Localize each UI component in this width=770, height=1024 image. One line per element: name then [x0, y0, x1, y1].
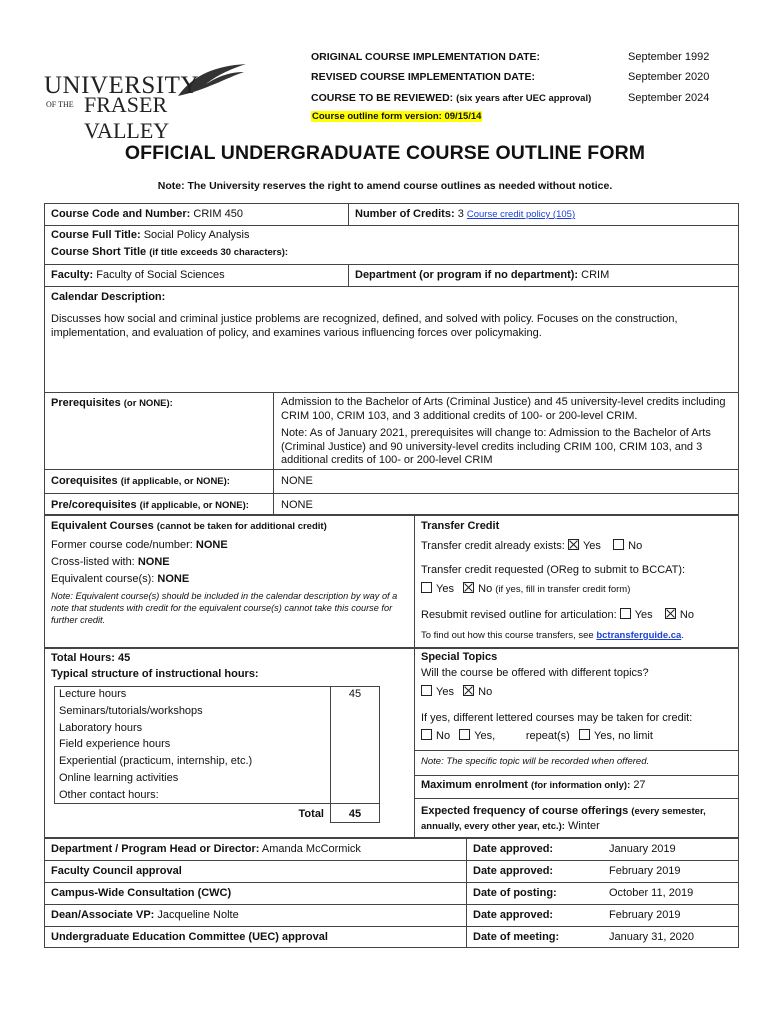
- transfer-exists-yes-checkbox[interactable]: [568, 539, 579, 550]
- special-topics-label: Special Topics: [421, 651, 498, 663]
- former-course-field: Former course code/number: NONE: [51, 539, 228, 551]
- hours-structure-label: Typical structure of instructional hours:: [51, 668, 259, 680]
- precorequisites-value: NONE: [281, 499, 313, 511]
- approval-label: Campus-Wide Consultation (CWC): [51, 887, 232, 899]
- special-topics-question: Will the course be offered with different topics?: [421, 667, 649, 679]
- logo-of-the-text: OF THE: [46, 100, 74, 109]
- approval-label: Undergraduate Education Committee (UEC) approval: [51, 931, 328, 943]
- full-title-field: Course Full Title: Social Policy Analysis: [51, 229, 250, 241]
- total-hours-field: Total Hours: 45: [51, 652, 131, 664]
- equivalent-note: Note: Equivalent course(s) should be included in the calendar description by way of a note that students with credit for the equivalent course(s) cannot take this course for further credit.: [51, 591, 398, 625]
- transfer-guide-note: To find out how this course transfers, see bctransferguide.ca.: [421, 630, 684, 641]
- department-field: Department (or program if no department): CRIM: [355, 269, 610, 281]
- approval-date-value: February 2019: [609, 865, 681, 877]
- hours-row-label: Other contact hours:: [59, 788, 159, 801]
- hours-row: [54, 703, 380, 720]
- hours-row-label: Experiential (practicum, internship, etc.): [59, 755, 253, 768]
- prerequisites-text: Admission to the Bachelor of Arts (Criminal Justice) and 45 university-level credits including CRIM 100, CRIM 103, and 3 additional credits of 100- or 200-level CRIM.: [281, 396, 726, 422]
- corequisites-value: NONE: [281, 475, 313, 487]
- original-date-value: September 1992: [628, 51, 710, 63]
- hours-row-value: 45: [348, 688, 362, 700]
- transfer-requested-label: Transfer credit requested (OReg to submit to BCCAT):: [421, 564, 686, 576]
- special-topics-row: Yes No: [421, 685, 492, 698]
- equivalent-course-field: Equivalent course(s): NONE: [51, 573, 190, 585]
- credits-field: Number of Credits: 3 Course credit policy (105): [355, 208, 576, 220]
- hours-row-label: Online learning activities: [59, 771, 179, 784]
- cross-listed-field: Cross-listed with: NONE: [51, 556, 170, 568]
- lettered-courses-label: If yes, different lettered courses may be taken for credit:: [421, 712, 693, 724]
- transfer-credit-label: Transfer Credit: [421, 520, 500, 532]
- transfer-exists-no-checkbox[interactable]: [613, 539, 624, 550]
- calendar-description: Discusses how social and criminal justice problems are recognized, defined, and solved with policy. Focuses on the construction, implementation, and evaluation of policy, and examines various influencing forces over policymaking.: [51, 313, 678, 339]
- revised-date-value: September 2020: [628, 71, 710, 83]
- special-topics-note: Note: The specific topic will be recorded when offered.: [421, 756, 650, 767]
- special-topics-no-checkbox[interactable]: [463, 685, 474, 696]
- credit-policy-link[interactable]: Course credit policy (105): [466, 209, 576, 220]
- approval-date-label: Date of posting:: [473, 887, 557, 899]
- hours-row-label: Field experience hours: [59, 738, 171, 751]
- revised-date-label: REVISED COURSE IMPLEMENTATION DATE:: [311, 71, 536, 83]
- university-logo: [44, 62, 246, 143]
- hours-total-value: 45: [348, 808, 362, 820]
- hours-row-label: Lecture hours: [59, 688, 127, 700]
- transfer-requested-yes-checkbox[interactable]: [421, 582, 432, 593]
- lettered-nolimit-checkbox[interactable]: [579, 729, 590, 740]
- approval-date-label: Date approved:: [473, 909, 554, 921]
- original-date-label: ORIGINAL COURSE IMPLEMENTATION DATE:: [311, 51, 541, 63]
- hours-row: [54, 753, 380, 770]
- transfer-requested-row: Yes No (if yes, fill in transfer credit form): [421, 582, 630, 595]
- approval-date-value: February 2019: [609, 909, 681, 921]
- hours-row-label: Laboratory hours: [59, 721, 143, 734]
- logo-fraser-valley-text: FRASER VALLEY: [84, 92, 170, 143]
- hours-total-label: Total: [298, 808, 324, 820]
- transfer-exists-row: Transfer credit already exists: Yes No: [421, 540, 643, 552]
- approval-date-value: January 2019: [609, 843, 676, 855]
- approval-date-value: October 11, 2019: [609, 887, 694, 899]
- approval-date-label: Date approved:: [473, 843, 554, 855]
- resubmit-no-checkbox[interactable]: [665, 608, 676, 619]
- logo-university-text: UNIVERSITY: [44, 72, 199, 99]
- hours-row: [54, 736, 380, 753]
- calendar-label: Calendar Description:: [51, 291, 166, 303]
- course-code-field: Course Code and Number: CRIM 450: [51, 208, 243, 220]
- hours-row: [54, 770, 380, 787]
- prerequisites-future-note: Note: As of January 2021, prerequisites will change to: Admission to the Bachelor of Arts (Criminal Justice) and 90 university-level credits including CRIM 100, CRIM 103, and 3 additional credits of 100- or 200-level CRIM: [281, 427, 711, 466]
- approval-date-label: Date of meeting:: [473, 931, 560, 943]
- hours-row: [54, 686, 380, 703]
- review-date-value: September 2024: [628, 92, 710, 104]
- approval-date-label: Date approved:: [473, 865, 554, 877]
- review-date-label: COURSE TO BE REVIEWED: (six years after UEC approval): [311, 92, 592, 104]
- bctransferguide-link[interactable]: bctransferguide.ca: [596, 630, 682, 641]
- precorequisites-label: Pre/corequisites (if applicable, or NONE):: [51, 499, 249, 511]
- approval-label: Faculty Council approval: [51, 865, 182, 877]
- approval-label: Dean/Associate VP: Jacqueline Nolte: [51, 909, 239, 921]
- max-enrolment-field: Maximum enrolment (for information only): 27: [421, 779, 646, 791]
- approval-label: Department / Program Head or Director: Amanda McCormick: [51, 843, 361, 855]
- short-title-field: Course Short Title (if title exceeds 30 characters):: [51, 246, 289, 258]
- lettered-no-checkbox[interactable]: [421, 729, 432, 740]
- lettered-courses-row: No Yes, repeat(s) Yes, no limit: [421, 729, 653, 742]
- hours-row: [54, 720, 380, 737]
- hours-row: [54, 787, 380, 804]
- hours-row-label: Seminars/tutorials/workshops: [59, 704, 203, 717]
- transfer-requested-no-checkbox[interactable]: [463, 582, 474, 593]
- lettered-yes-checkbox[interactable]: [459, 729, 470, 740]
- resubmit-yes-checkbox[interactable]: [620, 608, 631, 619]
- resubmit-row: Resubmit revised outline for articulation: Yes No: [421, 609, 694, 621]
- faculty-field: Faculty: Faculty of Social Sciences: [51, 269, 225, 281]
- corequisites-label: Corequisites (if applicable, or NONE):: [51, 475, 230, 487]
- prerequisites-label: Prerequisites (or NONE):: [51, 397, 173, 409]
- page-title: OFFICIAL UNDERGRADUATE COURSE OUTLINE FORM: [124, 142, 646, 164]
- form-version-badge: Course outline form version: 09/15/14: [312, 111, 482, 122]
- special-topics-yes-checkbox[interactable]: [421, 685, 432, 696]
- equivalent-courses-label: Equivalent Courses (cannot be taken for additional credit): [51, 520, 327, 532]
- hours-table: [54, 686, 380, 820]
- offering-frequency-field: Expected frequency of course offerings (every semester, annually, every other year, etc.): Winter: [421, 805, 706, 832]
- amendment-note: Note: The University reserves the right to amend course outlines as needed without notice.: [157, 180, 613, 192]
- approval-date-value: January 31, 2020: [609, 931, 695, 943]
